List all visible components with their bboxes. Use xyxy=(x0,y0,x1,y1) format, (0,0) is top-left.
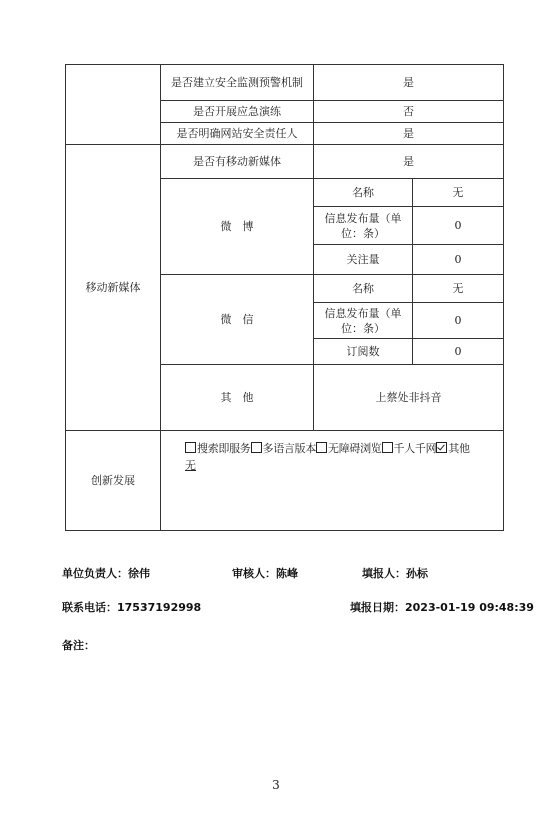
row-label-has-mobile: 是否有移动新媒体 xyxy=(161,145,314,179)
weibo-name-label: 名称 xyxy=(314,179,413,207)
weibo-posts-value: 0 xyxy=(413,207,504,245)
weibo-posts-label: 信息发布量（单位：条） xyxy=(314,207,413,245)
section-mobile-media: 移动新媒体 xyxy=(66,145,161,431)
wechat-subs-value: 0 xyxy=(413,339,504,365)
page-number: 3 xyxy=(272,778,280,792)
filler: 填报人：孙标 xyxy=(362,567,428,580)
checkbox-multilang[interactable] xyxy=(251,442,262,453)
other-value: 上蔡处非抖音 xyxy=(314,365,504,431)
option-accessible-label: 无障碍浏览 xyxy=(328,442,382,455)
weibo-follow-label: 关注量 xyxy=(314,245,413,275)
innovation-label: 创新发展 xyxy=(66,431,161,531)
checkbox-search[interactable] xyxy=(185,442,196,453)
wechat-label: 微 信 xyxy=(161,275,314,365)
remarks: 备注： xyxy=(62,639,95,652)
row-label-responsible: 是否明确网站安全责任人 xyxy=(161,123,314,145)
reviewer: 审核人：陈峰 xyxy=(232,567,298,580)
option-other-label: 其他 xyxy=(448,442,470,455)
option-multilang-label: 多语言版本 xyxy=(262,442,316,455)
row-value-monitoring: 是 xyxy=(314,65,504,101)
wechat-name-value: 无 xyxy=(413,275,504,303)
row-label-monitoring: 是否建立安全监测预警机制 xyxy=(161,65,314,101)
innovation-options xyxy=(161,431,504,531)
wechat-posts-label: 信息发布量（单位：条） xyxy=(314,303,413,339)
row-value-has-mobile: 是 xyxy=(314,145,504,179)
checkbox-other[interactable] xyxy=(436,442,447,453)
unit-head: 单位负责人：徐伟 xyxy=(62,567,150,580)
fill-date: 填报日期：2023-01-19 09:48:39 xyxy=(350,601,534,614)
other-label: 其 他 xyxy=(161,365,314,431)
weibo-name-value: 无 xyxy=(413,179,504,207)
report-table xyxy=(65,64,504,531)
weibo-label: 微 博 xyxy=(161,179,314,275)
section-cell-empty xyxy=(66,65,161,145)
innovation-other-text: 无 xyxy=(185,459,196,472)
row-value-responsible: 是 xyxy=(314,123,504,145)
row-label-drill: 是否开展应急演练 xyxy=(161,101,314,123)
weibo-follow-value: 0 xyxy=(413,245,504,275)
innovation-option-list xyxy=(185,441,497,456)
option-search-label: 搜索即服务 xyxy=(197,442,251,455)
contact-phone: 联系电话：17537192998 xyxy=(62,601,202,614)
checkbox-accessible[interactable] xyxy=(316,442,327,453)
option-personalized-label: 千人千网 xyxy=(393,442,437,455)
row-value-drill: 否 xyxy=(314,101,504,123)
wechat-subs-label: 订阅数 xyxy=(314,339,413,365)
checkbox-personalized[interactable] xyxy=(382,442,393,453)
wechat-name-label: 名称 xyxy=(314,275,413,303)
wechat-posts-value: 0 xyxy=(413,303,504,339)
